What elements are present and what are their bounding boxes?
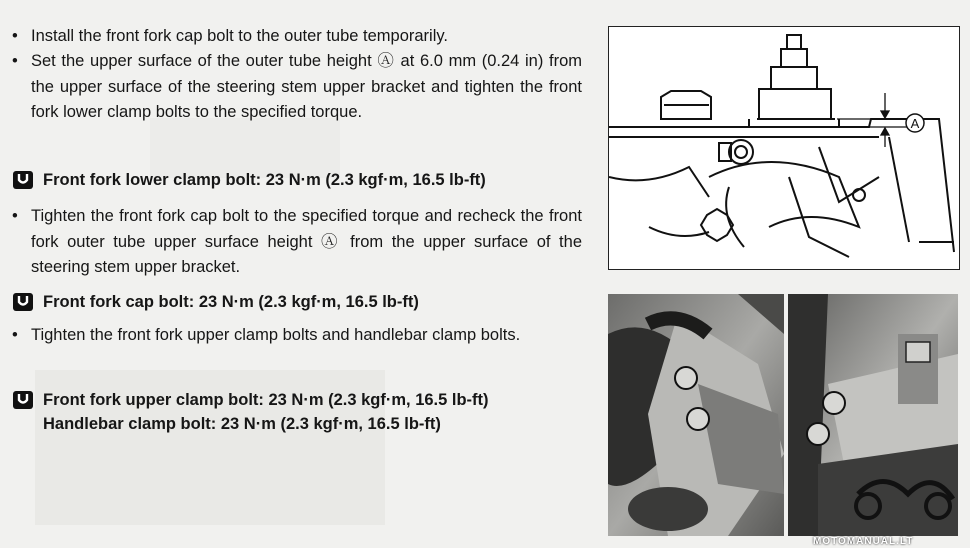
fork-clamp-illustration <box>609 27 959 269</box>
bullet: • <box>12 27 18 45</box>
torque-spec <box>12 290 419 314</box>
instruction-step <box>12 323 582 349</box>
fork-height-diagram <box>608 26 960 270</box>
torque-wrench-icon <box>12 292 34 312</box>
torque-wrench-icon <box>12 390 34 410</box>
torque-wrench-icon <box>12 170 34 190</box>
instruction-step <box>12 49 582 126</box>
instruction-step <box>12 204 582 281</box>
torque-spec-text: Handlebar clamp bolt: 23 N·m (2.3 kgf·m, 16.5 lb-ft) <box>43 415 441 433</box>
bullet: • <box>12 326 18 344</box>
instruction-text: Tighten the front fork cap bolt to the specified torque and recheck the front fork outer tube upper surface height Ⓐ from the upper surface of the steering stem upper bracket. <box>31 207 582 276</box>
instruction-text: Tighten the front fork upper clamp bolts and handlebar clamp bolts. <box>31 326 521 344</box>
instruction-text: Install the front fork cap bolt to the outer tube temporarily. <box>31 27 448 45</box>
height-callout-label: A <box>910 116 920 131</box>
torque-spec <box>12 168 486 192</box>
torque-spec-text: Front fork upper clamp bolt: 23 N·m (2.3 kgf·m, 16.5 lb-ft) <box>43 391 489 409</box>
instruction-step <box>12 24 582 50</box>
torque-spec <box>12 388 489 436</box>
instruction-text: Set the upper surface of the outer tube height Ⓐ at 6.0 mm (0.24 in) from the upper surface of the steering stem upper bracket and tighten the front fork lower clamp bolts to the specified torque. <box>31 52 582 121</box>
watermark: MOTOMANUAL.LT <box>813 536 914 547</box>
torque-spec-text: Front fork lower clamp bolt: 23 N·m (2.3 kgf·m, 16.5 lb-ft) <box>43 171 486 189</box>
photo-handlebar-clamp-bolts <box>788 294 958 536</box>
bullet: • <box>12 52 18 70</box>
photo-upper-clamp-bolts <box>608 294 784 536</box>
torque-spec-text: Front fork cap bolt: 23 N·m (2.3 kgf·m, 16.5 lb-ft) <box>43 293 419 311</box>
bullet: • <box>12 207 18 225</box>
